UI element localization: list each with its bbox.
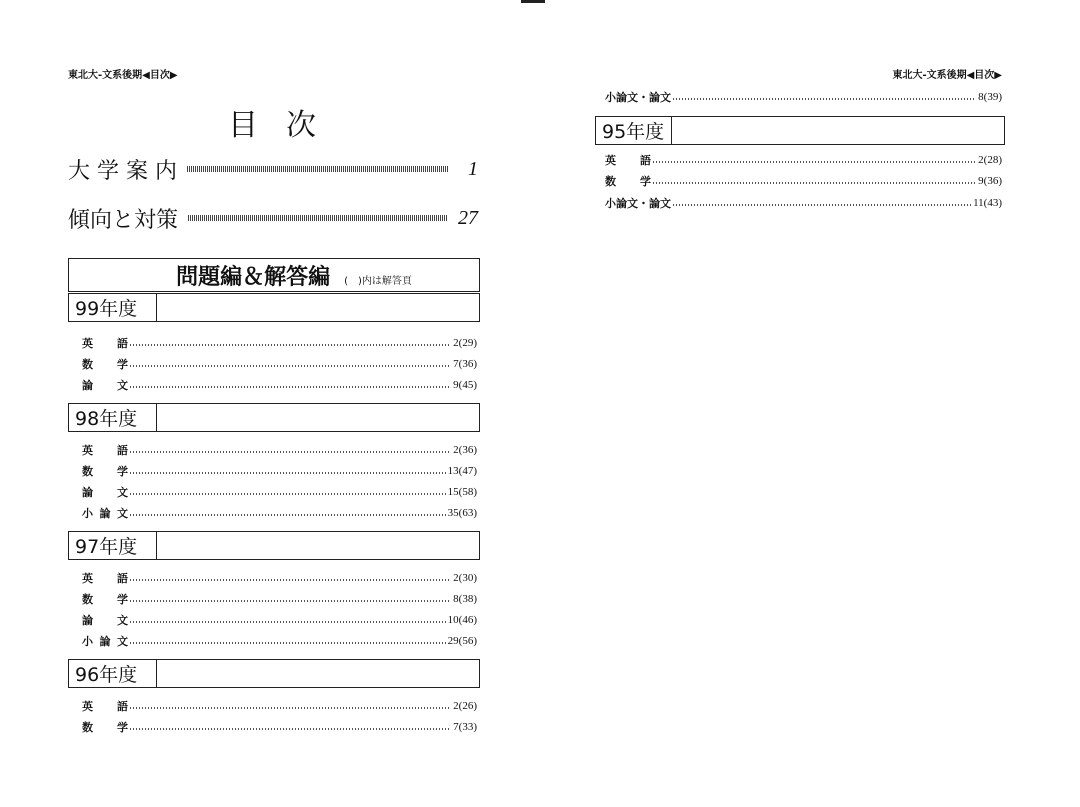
toc-entry-university-guide[interactable] xyxy=(68,154,478,184)
toc-row[interactable] xyxy=(82,634,477,648)
subject: 英 語 xyxy=(82,337,128,350)
toc-row[interactable] xyxy=(82,592,477,606)
subject: 英 語 xyxy=(82,700,128,713)
section-note: ( )内は解答頁 xyxy=(344,275,412,287)
toc-row[interactable] xyxy=(82,720,477,734)
page-number: 8(39) xyxy=(978,91,1002,103)
subject: 数 学 xyxy=(82,465,128,478)
subject: 数 学 xyxy=(605,175,651,188)
year-header-98 xyxy=(68,403,480,432)
section-header-problems-answers xyxy=(68,258,480,292)
page-number: 9(36) xyxy=(978,175,1002,187)
dot-leader xyxy=(188,215,448,221)
dot-leader xyxy=(130,728,451,730)
toc-row[interactable] xyxy=(82,336,477,350)
dot-leader xyxy=(130,600,451,602)
right-page xyxy=(540,0,1080,807)
toc-row[interactable] xyxy=(82,378,477,392)
toc-row[interactable] xyxy=(605,196,1002,210)
dot-leader xyxy=(130,472,446,474)
year-label: 95年度 xyxy=(596,117,672,144)
page-number: 13(47) xyxy=(447,465,477,477)
toc-row[interactable] xyxy=(605,153,1002,167)
subject: 小論文・論文 xyxy=(605,197,671,210)
toc-entry-trends-strategies[interactable] xyxy=(68,203,478,233)
page-number: 2(30) xyxy=(453,572,477,584)
dot-leader xyxy=(130,707,451,709)
year-label: 96年度 xyxy=(69,660,157,687)
dot-leader xyxy=(130,493,446,495)
page-number: 10(46) xyxy=(447,614,477,626)
page-title: 目次 xyxy=(228,108,344,143)
toc-row-continued[interactable] xyxy=(605,90,1002,104)
year-header-97 xyxy=(68,531,480,560)
page-number: 2(26) xyxy=(453,700,477,712)
toc-row[interactable] xyxy=(82,443,477,457)
subject: 数 学 xyxy=(82,593,128,606)
toc-row[interactable] xyxy=(82,485,477,499)
running-head-left: 東北大-文系後期◀目次▶ xyxy=(68,70,178,81)
dot-leader xyxy=(130,514,446,516)
toc-row[interactable] xyxy=(82,357,477,371)
dot-leader xyxy=(130,621,446,623)
dot-leader xyxy=(130,386,451,388)
page-number: 2(28) xyxy=(978,154,1002,166)
subject: 英 語 xyxy=(605,154,651,167)
subject: 小 論 文 xyxy=(82,635,128,648)
dot-leader xyxy=(673,204,971,206)
dot-leader xyxy=(130,365,451,367)
page-number: 9(45) xyxy=(453,379,477,391)
toc-row[interactable] xyxy=(82,613,477,627)
page-number: 35(63) xyxy=(447,507,477,519)
page-number: 11(43) xyxy=(973,197,1002,209)
toc-row[interactable] xyxy=(82,699,477,713)
dot-leader xyxy=(187,166,448,172)
subject: 数 学 xyxy=(82,721,128,734)
subject: 論 文 xyxy=(82,379,128,392)
subject: 小 論 文 xyxy=(82,507,128,520)
year-label: 98年度 xyxy=(69,404,157,431)
entry-label: 傾向と対策 xyxy=(68,207,179,233)
subject: 論 文 xyxy=(82,614,128,627)
dot-leader xyxy=(130,344,451,346)
year-header-95 xyxy=(595,116,1005,145)
entry-label: 大 学 案 内 xyxy=(68,158,177,184)
toc-row[interactable] xyxy=(82,464,477,478)
subject: 小論文・論文 xyxy=(605,91,671,104)
toc-row[interactable] xyxy=(82,506,477,520)
subject: 数 学 xyxy=(82,358,128,371)
toc-row[interactable] xyxy=(82,571,477,585)
dot-leader xyxy=(130,579,451,581)
dot-leader xyxy=(653,182,976,184)
year-header-99 xyxy=(68,293,480,322)
year-label: 97年度 xyxy=(69,532,157,559)
toc-row[interactable] xyxy=(605,174,1002,188)
running-head-right: 東北大-文系後期◀目次▶ xyxy=(892,70,1002,81)
dot-leader xyxy=(130,451,451,453)
year-header-96 xyxy=(68,659,480,688)
page-number: 2(36) xyxy=(453,444,477,456)
dot-leader xyxy=(653,161,976,163)
dot-leader xyxy=(130,642,446,644)
page-number: 7(33) xyxy=(453,721,477,733)
page-number: 2(29) xyxy=(453,337,477,349)
subject: 英 語 xyxy=(82,572,128,585)
year-label: 99年度 xyxy=(69,294,157,321)
page-number: 8(38) xyxy=(453,593,477,605)
subject: 英 語 xyxy=(82,444,128,457)
page-number: 15(58) xyxy=(447,486,477,498)
subject: 論 文 xyxy=(82,486,128,499)
page-number: 29(56) xyxy=(447,635,477,647)
entry-page: 1 xyxy=(468,157,478,180)
dot-leader xyxy=(673,98,976,100)
entry-page: 27 xyxy=(458,206,478,229)
page-number: 7(36) xyxy=(453,358,477,370)
section-title: 問題編＆解答編 xyxy=(176,264,331,290)
